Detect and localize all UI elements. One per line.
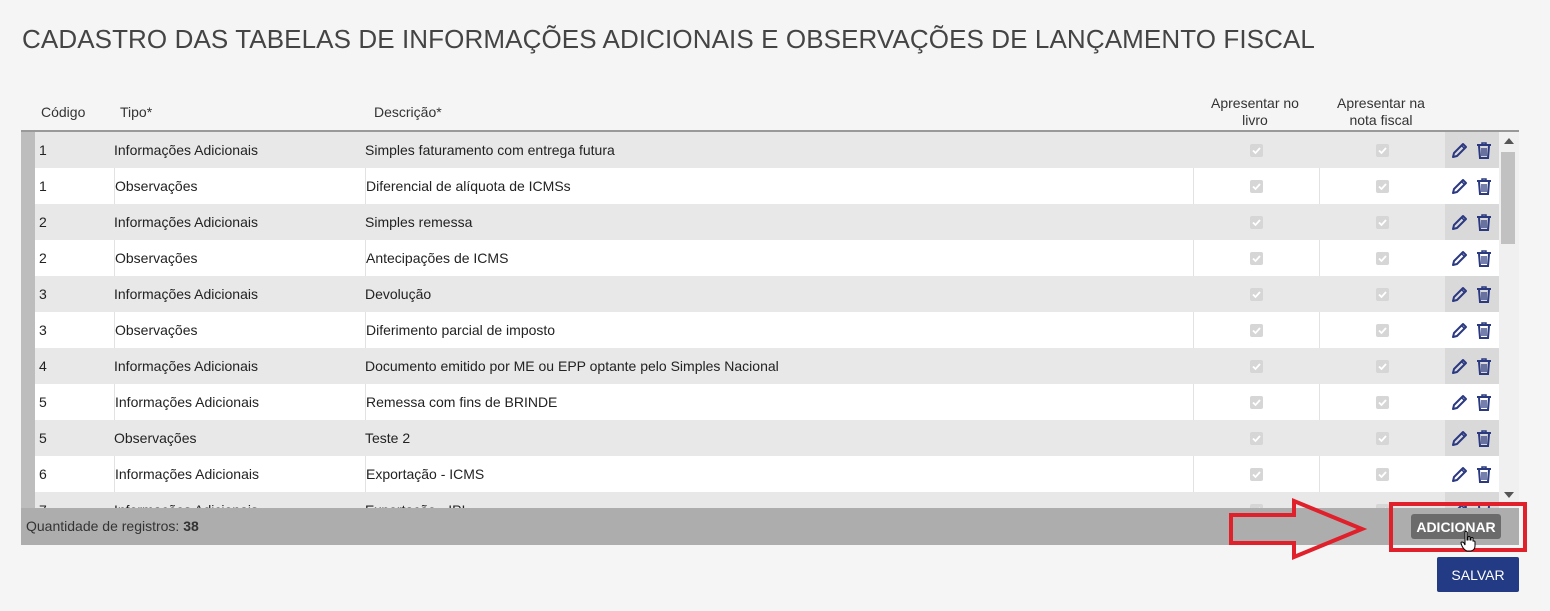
cell-apresentar-livro [1193, 420, 1319, 456]
row-actions [1445, 384, 1499, 420]
row-actions [1445, 168, 1499, 204]
row-actions [1445, 312, 1499, 348]
trash-icon[interactable] [1472, 354, 1496, 378]
cell-tipo: Informações Adicionais [114, 214, 258, 230]
pencil-icon[interactable] [1448, 138, 1472, 162]
cell-apresentar-livro [1193, 204, 1319, 240]
row-selector[interactable] [21, 420, 35, 456]
check-icon [1377, 397, 1388, 408]
cell-descricao: Simples faturamento com entrega futura [365, 142, 615, 158]
cell-codigo: 3 [39, 286, 47, 302]
cell-descricao: Exportação - ICMS [365, 456, 1193, 492]
checkbox-nota[interactable] [1376, 432, 1389, 445]
check-icon [1251, 181, 1262, 192]
cell-apresentar-nota [1319, 132, 1445, 168]
table-row[interactable] [21, 348, 1499, 384]
checkbox-nota[interactable] [1376, 180, 1389, 193]
row-actions [1445, 456, 1499, 492]
check-icon [1251, 433, 1262, 444]
column-header-nota-line2: nota fiscal [1349, 112, 1413, 128]
cell-apresentar-nota [1319, 384, 1445, 420]
cell-codigo: 2 [39, 214, 47, 230]
cell-codigo: 5 [39, 394, 47, 410]
pencil-icon[interactable] [1448, 462, 1472, 486]
checkbox-livro[interactable] [1250, 432, 1263, 445]
row-selector[interactable] [21, 168, 35, 204]
row-actions [1445, 132, 1499, 168]
checkbox-livro[interactable] [1250, 360, 1263, 373]
cell-codigo: 5 [39, 430, 47, 446]
check-icon [1377, 433, 1388, 444]
cell-codigo: 1 [39, 178, 47, 194]
trash-icon[interactable] [1472, 174, 1496, 198]
cell-descricao: Remessa com fins de BRINDE [365, 384, 1193, 420]
cell-tipo: Observações [114, 430, 197, 446]
table-body [21, 132, 1519, 508]
cell-tipo: Informações Adicionais [114, 142, 258, 158]
cell-apresentar-nota [1319, 168, 1445, 204]
cell-descricao: Documento emitido por ME ou EPP optante pelo Simples Nacional [365, 358, 779, 374]
cell-apresentar-livro [1193, 168, 1319, 204]
checkbox-nota[interactable] [1376, 360, 1389, 373]
cell-tipo: Observações [114, 168, 364, 204]
cell-apresentar-livro [1193, 384, 1319, 420]
check-icon [1377, 361, 1388, 372]
pencil-icon[interactable] [1448, 354, 1472, 378]
check-icon [1377, 217, 1388, 228]
cell-apresentar-nota [1319, 348, 1445, 384]
table-header [21, 92, 1519, 132]
checkbox-nota[interactable] [1376, 396, 1389, 409]
pencil-icon[interactable] [1448, 318, 1472, 342]
row-actions [1445, 348, 1499, 384]
record-count-label: Quantidade de registros: [26, 518, 180, 534]
row-selector[interactable] [21, 276, 35, 312]
trash-icon[interactable] [1472, 426, 1496, 450]
table-footer [21, 508, 1519, 545]
cell-codigo: 2 [39, 250, 47, 266]
vertical-scrollbar[interactable] [1499, 132, 1519, 508]
cell-tipo: Informações Adicionais [114, 384, 364, 420]
trash-icon[interactable] [1472, 390, 1496, 414]
column-header-livro-line2: livro [1242, 112, 1268, 128]
row-selector[interactable] [21, 348, 35, 384]
cell-descricao: Diferencial de alíquota de ICMSs [365, 168, 1193, 204]
check-icon [1377, 469, 1388, 480]
add-button[interactable]: ADICIONAR [1411, 514, 1501, 539]
cell-tipo: Observações [114, 240, 364, 276]
column-header-livro-line1: Apresentar no [1211, 95, 1299, 111]
column-header-apresentar-livro[interactable] [1193, 92, 1317, 132]
cell-apresentar-livro [1193, 132, 1319, 168]
checkbox-nota[interactable] [1376, 324, 1389, 337]
checkbox-livro[interactable] [1250, 468, 1263, 481]
checkbox-livro[interactable] [1250, 324, 1263, 337]
column-header-tipo[interactable]: Tipo* [120, 104, 153, 120]
record-count [26, 518, 199, 534]
table-row[interactable] [21, 240, 1499, 276]
check-icon [1251, 361, 1262, 372]
table-row[interactable] [21, 276, 1499, 312]
cell-apresentar-nota [1319, 456, 1445, 492]
checkbox-livro[interactable] [1250, 144, 1263, 157]
check-icon [1377, 253, 1388, 264]
row-selector[interactable] [21, 204, 35, 240]
check-icon [1251, 397, 1262, 408]
cell-tipo: Informações Adicionais [114, 456, 364, 492]
checkbox-livro[interactable] [1250, 288, 1263, 301]
row-actions [1445, 420, 1499, 456]
table-row[interactable] [21, 456, 1499, 492]
cell-codigo: 6 [39, 466, 47, 482]
row-selector[interactable] [21, 240, 35, 276]
check-icon [1251, 145, 1262, 156]
pencil-icon[interactable] [1448, 282, 1472, 306]
checkbox-nota[interactable] [1376, 468, 1389, 481]
cell-tipo: Observações [114, 312, 364, 348]
row-actions [1445, 204, 1499, 240]
check-icon [1377, 325, 1388, 336]
row-selector[interactable] [21, 312, 35, 348]
trash-icon[interactable] [1472, 246, 1496, 270]
row-selector[interactable] [21, 384, 35, 420]
page-title: CADASTRO DAS TABELAS DE INFORMAÇÕES ADICIONAIS E OBSERVAÇÕES DE LANÇAMENTO FISCAL [22, 24, 1315, 54]
cell-apresentar-livro [1193, 276, 1319, 312]
checkbox-nota[interactable] [1376, 144, 1389, 157]
cell-apresentar-nota [1319, 312, 1445, 348]
cell-tipo: Informações Adicionais [114, 286, 258, 302]
cell-codigo: 3 [39, 322, 47, 338]
cell-apresentar-nota [1319, 420, 1445, 456]
record-count-value: 38 [183, 518, 199, 534]
hand-cursor-icon [1460, 530, 1476, 552]
check-icon [1251, 289, 1262, 300]
pencil-icon[interactable] [1448, 426, 1472, 450]
pencil-icon[interactable] [1448, 246, 1472, 270]
cell-apresentar-livro [1193, 312, 1319, 348]
row-selector[interactable] [21, 132, 35, 168]
column-header-apresentar-nota[interactable] [1319, 92, 1443, 132]
check-icon [1251, 253, 1262, 264]
row-selector[interactable] [21, 456, 35, 492]
cell-descricao: Simples remessa [365, 214, 473, 230]
cell-apresentar-livro [1193, 456, 1319, 492]
checkbox-nota[interactable] [1376, 288, 1389, 301]
cell-apresentar-nota [1319, 240, 1445, 276]
check-icon [1251, 325, 1262, 336]
check-icon [1251, 469, 1262, 480]
table-row[interactable] [21, 384, 1499, 420]
cell-apresentar-nota [1319, 204, 1445, 240]
checkbox-livro[interactable] [1250, 396, 1263, 409]
column-header-descricao[interactable]: Descrição* [374, 104, 442, 120]
check-icon [1377, 289, 1388, 300]
scroll-down-arrow-icon[interactable] [1504, 492, 1514, 498]
pencil-icon[interactable] [1448, 210, 1472, 234]
checkbox-livro[interactable] [1250, 216, 1263, 229]
check-icon [1251, 217, 1262, 228]
cell-tipo: Informações Adicionais [114, 358, 258, 374]
trash-icon[interactable] [1472, 138, 1496, 162]
trash-icon[interactable] [1472, 210, 1496, 234]
column-header-nota-line1: Apresentar na [1337, 95, 1425, 111]
scroll-thumb[interactable] [1501, 152, 1515, 244]
checkbox-livro[interactable] [1250, 180, 1263, 193]
row-actions [1445, 240, 1499, 276]
cell-descricao: Antecipações de ICMS [365, 240, 1193, 276]
check-icon [1377, 145, 1388, 156]
table-row[interactable] [21, 420, 1499, 456]
cell-codigo: 4 [39, 358, 47, 374]
scroll-up-arrow-icon[interactable] [1504, 138, 1514, 144]
checkbox-nota[interactable] [1376, 252, 1389, 265]
trash-icon[interactable] [1472, 282, 1496, 306]
pencil-icon[interactable] [1448, 174, 1472, 198]
check-icon [1377, 181, 1388, 192]
table-row[interactable] [21, 204, 1499, 240]
cell-descricao: Teste 2 [365, 430, 411, 446]
checkbox-livro[interactable] [1250, 252, 1263, 265]
cell-apresentar-nota [1319, 276, 1445, 312]
cell-apresentar-livro [1193, 348, 1319, 384]
cell-descricao: Diferimento parcial de imposto [365, 312, 1193, 348]
trash-icon[interactable] [1472, 462, 1496, 486]
trash-icon[interactable] [1472, 318, 1496, 342]
checkbox-nota[interactable] [1376, 216, 1389, 229]
table-row[interactable] [21, 132, 1499, 168]
cell-descricao: Devolução [365, 286, 432, 302]
row-actions [1445, 276, 1499, 312]
table-row[interactable] [21, 312, 1499, 348]
cell-codigo: 1 [39, 142, 47, 158]
pencil-icon[interactable] [1448, 390, 1472, 414]
table-row[interactable] [21, 168, 1499, 204]
cell-apresentar-livro [1193, 240, 1319, 276]
save-button[interactable]: SALVAR [1437, 557, 1519, 592]
column-header-codigo[interactable]: Código [41, 104, 86, 120]
